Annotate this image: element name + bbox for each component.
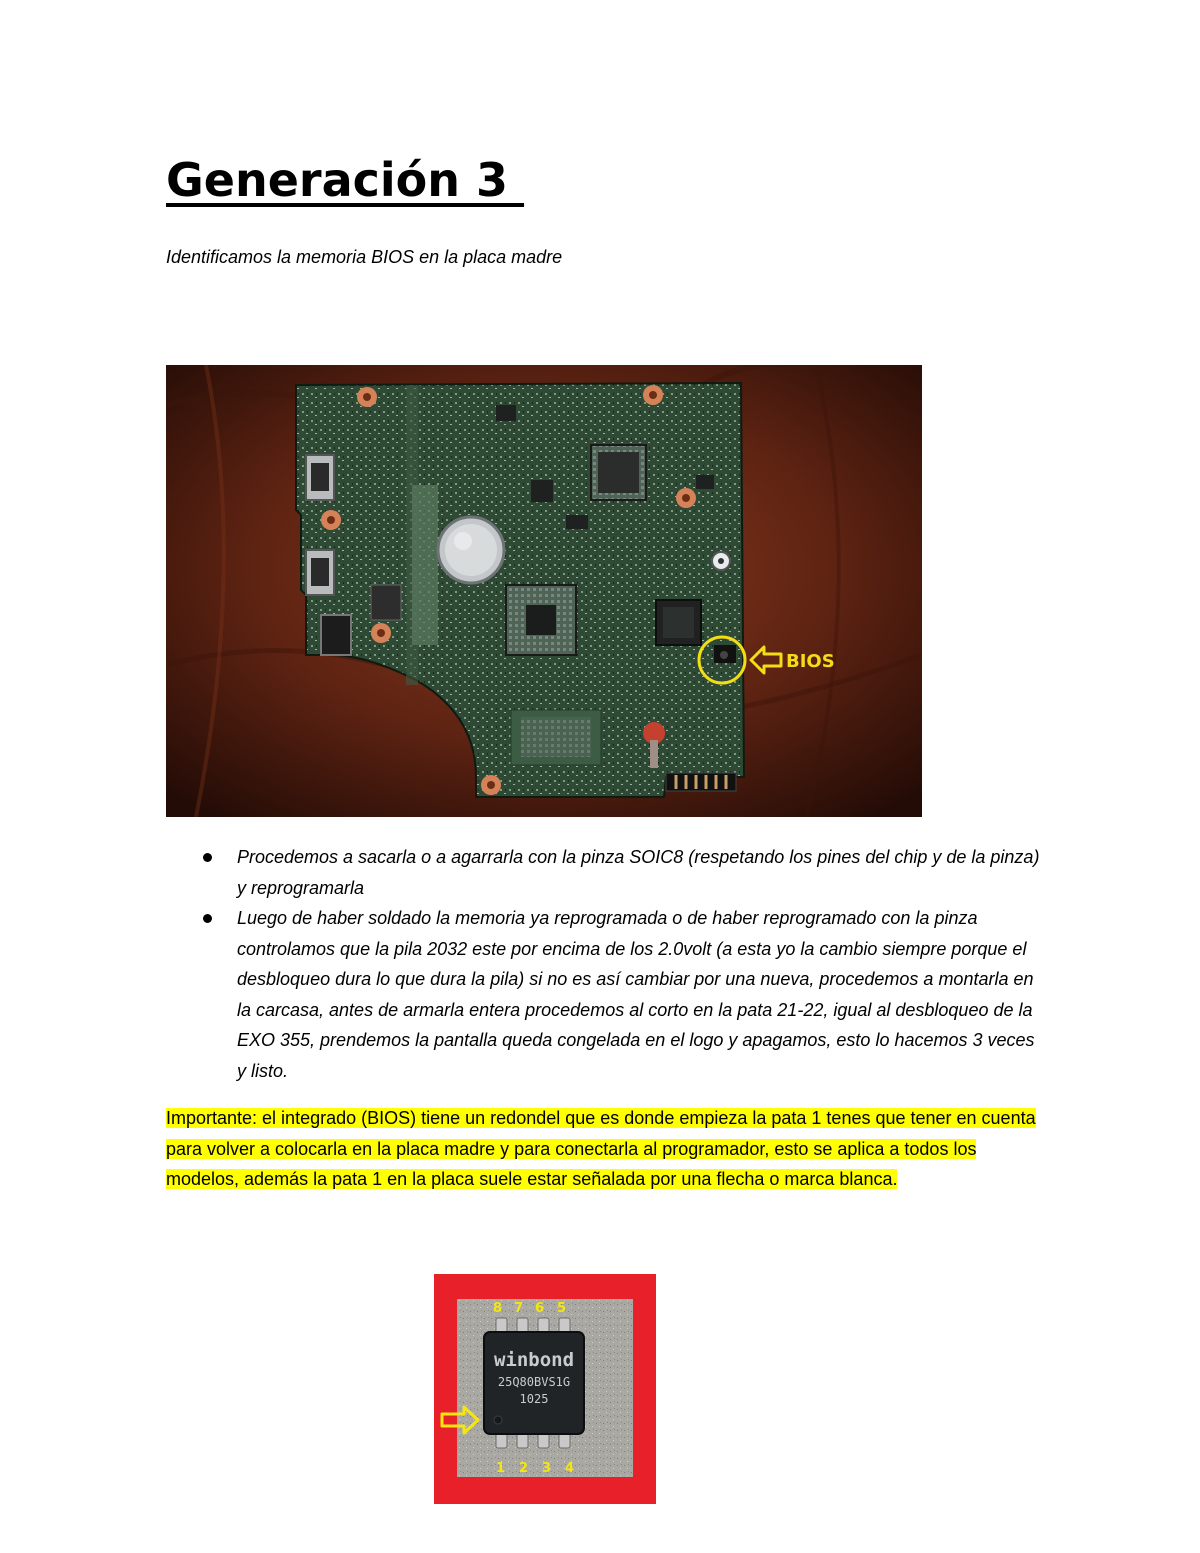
bios-callout-label: BIOS [786, 651, 835, 672]
bullet-icon [203, 853, 212, 862]
step-text: Procedemos a sacarla o a agarrarla con la pinza SOIC8 (respetando los pines del chip y de la pinza) y reprogramarla [237, 847, 1040, 898]
pin-label: 4 [565, 1461, 575, 1476]
chip-brand: winbond [493, 1349, 575, 1371]
chip-part-number: 25Q80BVS1G [497, 1375, 571, 1389]
page-title: Generación 3 [166, 153, 525, 207]
motherboard-photo [166, 365, 922, 817]
list-item [166, 903, 1046, 1086]
steps-list [166, 842, 1046, 1086]
bullet-icon [203, 914, 212, 923]
bios-chip-photo [434, 1274, 656, 1504]
pin-label: 2 [519, 1461, 529, 1476]
chip-date-code: 1025 [519, 1392, 549, 1406]
pin-label: 8 [493, 1301, 503, 1316]
important-note [166, 1103, 1046, 1195]
list-item [166, 842, 1046, 903]
pin-label: 3 [542, 1461, 552, 1476]
pin-label: 7 [514, 1301, 524, 1316]
page-subtitle: Identificamos la memoria BIOS en la placa madre [166, 247, 563, 267]
pin-label: 6 [535, 1301, 545, 1316]
highlighted-note-text: Importante: el integrado (BIOS) tiene un redondel que es donde empieza la pata 1 tenes que tener en cuenta para volver a colocarla en la placa madre y para conectarla al programador, esto se aplica a todos los modelos, además la pata 1 en la placa suele estar señalada por una flecha o marca blanca. [166, 1108, 1036, 1189]
step-text: Luego de haber soldado la memoria ya reprogramada o de haber reprogramado con la pinza controlamos que la pila 2032 este por encima de los 2.0volt (a esta yo la cambio siempre porque el desbloqueo dura lo que dura la pila) si no es así cambiar por una nueva, procedemos a montarla en la carcasa, antes de armarla entera procedemos al corto en la pata 21-22, igual al desbloqueo de la EXO 355, prendemos la pantalla queda congelada en el logo y apagamos, esto lo hacemos 3 veces y listo. [237, 908, 1035, 1081]
pin-label: 1 [496, 1461, 506, 1476]
pin-label: 5 [557, 1301, 567, 1316]
